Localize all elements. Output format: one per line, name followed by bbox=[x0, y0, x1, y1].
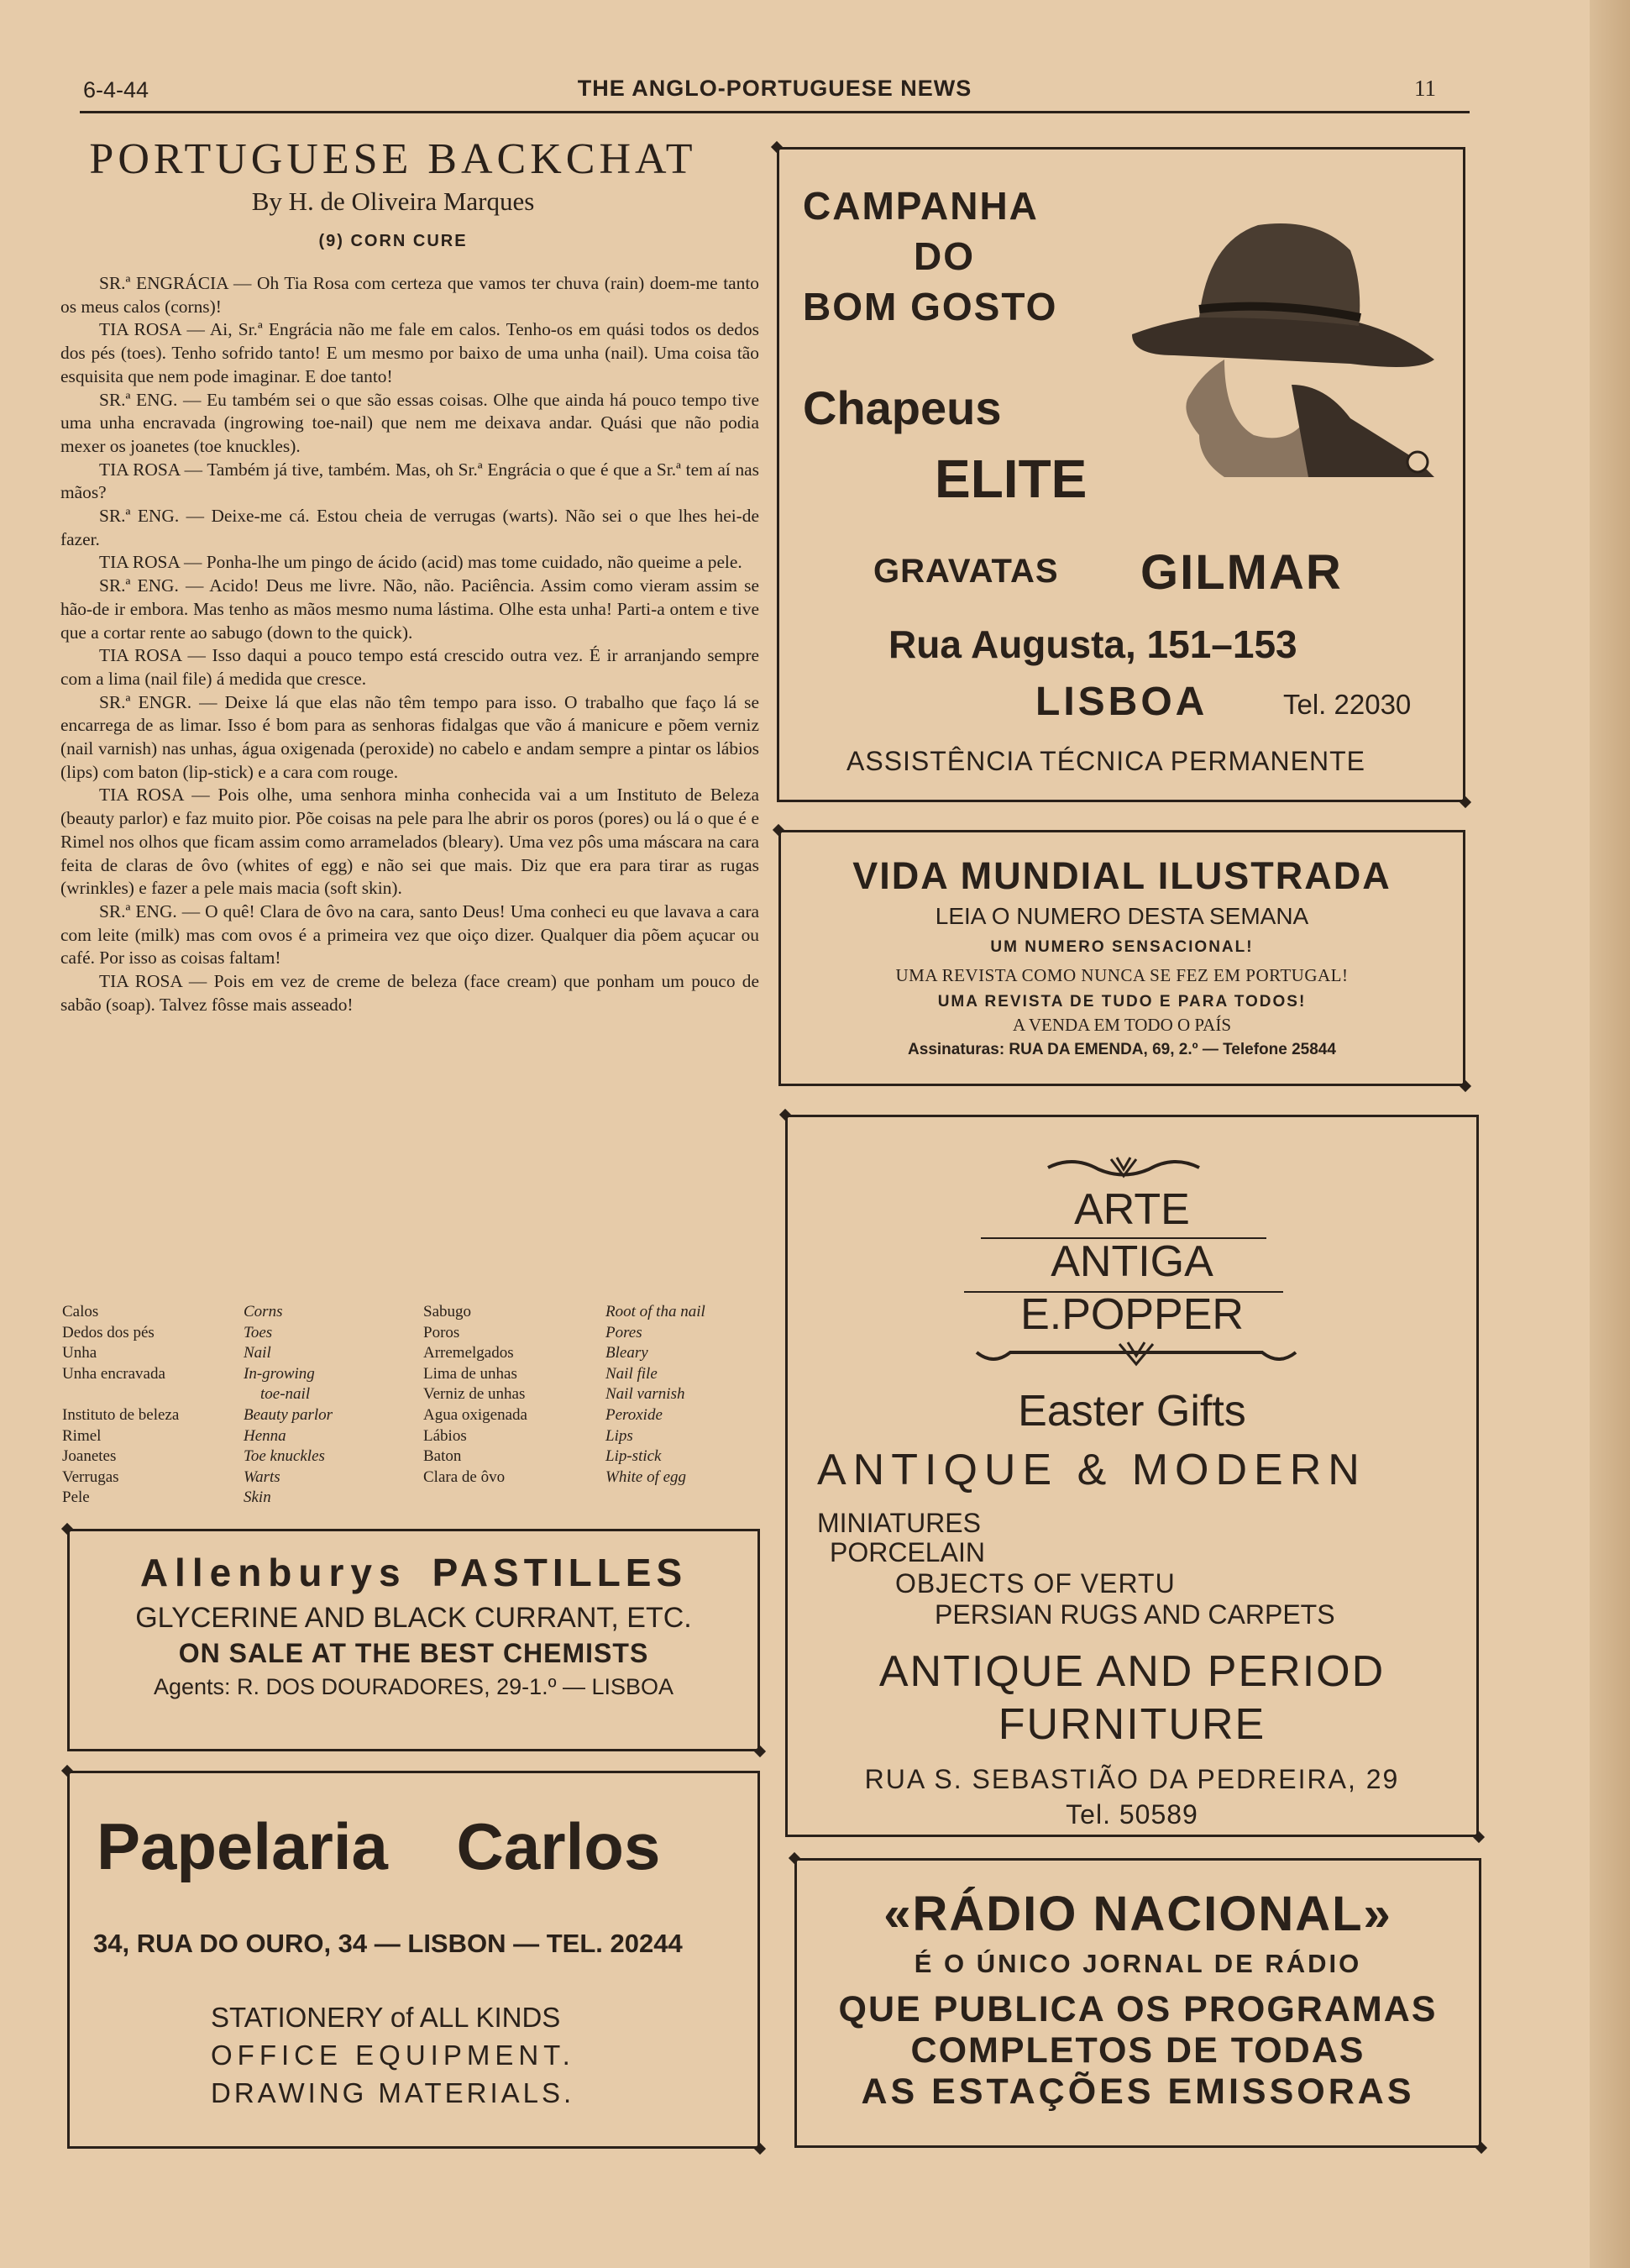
glossary-translation: Henna bbox=[244, 1426, 286, 1445]
papelaria-address: 34, RUA DO OURO, 34 — LISBON — TEL. 20244 bbox=[93, 1929, 683, 1958]
paragraph: TIA ROSA — Também já tive, também. Mas, oh Sr.ª Engrácia o que é que a Sr.ª tem aí nas mãos? bbox=[60, 459, 759, 503]
vida-line: LEIA O NUMERO DESTA SEMANA bbox=[935, 903, 1309, 929]
glossary-translation: Bleary bbox=[605, 1344, 648, 1362]
ad-chapeus-elite bbox=[777, 147, 1465, 802]
glossary-term: Lábios bbox=[423, 1426, 467, 1445]
glossary-term: Unha bbox=[62, 1344, 97, 1362]
header-rule bbox=[80, 111, 1470, 113]
vida-line: UMA REVISTA COMO NUNCA SE FEZ EM PORTUGAL! bbox=[895, 965, 1349, 985]
period-line1: ANTIQUE AND PERIOD bbox=[878, 1647, 1386, 1696]
ad-allenburys bbox=[67, 1529, 760, 1751]
allenburys-line: Agents: R. DOS DOURADORES, 29-1.º — LISBOA bbox=[153, 1674, 674, 1699]
arte-item: PERSIAN RUGS AND CARPETS bbox=[935, 1599, 1335, 1630]
glossary-term: Dedos dos pés bbox=[62, 1323, 155, 1341]
period-line2: FURNITURE bbox=[998, 1700, 1266, 1749]
ad-bom-gosto: BOM GOSTO bbox=[803, 285, 1058, 328]
vida-line: UMA REVISTA DE TUDO E PARA TODOS! bbox=[937, 993, 1307, 1011]
paragraph: TIA ROSA — Ponha-lhe um pingo de ácido (acid) mas tome cuidado, não queime a pele. bbox=[99, 552, 742, 573]
page-number: 11 bbox=[1414, 76, 1436, 101]
glossary-term: Calos bbox=[62, 1303, 99, 1320]
hat-man-illustration bbox=[1098, 192, 1443, 477]
paragraph: SR.ª ENG. — O quê! Clara de ôvo na cara, santo Deus! Uma conheci eu que lavava a cara com leite (milk) mas com ovos é a primeira vez que oiço dizer. Qualquer dia põem açucar ou café. Por isso as coisas faltam! bbox=[60, 900, 759, 969]
ad-campanha: CAMPANHA bbox=[803, 184, 1039, 228]
glossary-term: Unha encravada bbox=[62, 1364, 165, 1383]
article-subhead: (9) CORN CURE bbox=[318, 232, 468, 250]
glossary-term: Sabugo bbox=[423, 1303, 471, 1320]
glossary-translation: White of egg bbox=[605, 1467, 687, 1486]
ad-vida-mundial bbox=[778, 830, 1465, 1086]
antique-modern: ANTIQUE & MODERN bbox=[817, 1446, 1366, 1494]
glossary-translation: Lips bbox=[605, 1426, 633, 1445]
article-title: PORTUGUESE BACKCHAT bbox=[89, 135, 697, 183]
radio-line: AS ESTAÇÕES EMISSORAS bbox=[861, 2071, 1415, 2112]
papelaria-line: OFFICE EQUIPMENT. bbox=[211, 2040, 575, 2071]
article bbox=[60, 134, 759, 1017]
paragraph: TIA ROSA — Ai, Sr.ª Engrácia não me fale em calos. Tenho-os em quási todos os dedos dos pés (toes). Tenho sofrido tanto! E um mesmo por baixo de uma unha (nail). Uma coisa tão esquisita que nem pode imaginar. E doe tanto! bbox=[60, 319, 759, 386]
ad-do: DO bbox=[914, 234, 975, 278]
radio-title: «RÁDIO NACIONAL» bbox=[883, 1887, 1392, 1941]
page-header bbox=[80, 72, 1470, 106]
paragraph: TIA ROSA — Pois olhe, uma senhora minha conhecida vai a um Instituto de Beleza (beauty parlor) e faz muito pior. Põe coisas na pele para lhe abrir os poros (pores) ou lá o que é e Rimel nos olhos que ficam assim como arramelados (bleary). Uma vez pôs uma máscara na cara feita de claras de ôvo (whites of egg) e não sei que mais. Diz que era para tirar as rugas (wrinkles) e fazer a pele mais macia (soft skin). bbox=[60, 785, 759, 899]
paragraph: SR.ª ENG. — Deixe-me cá. Estou cheia de verrugas (warts). Não sei o que lhes hei-de fazer. bbox=[60, 506, 759, 549]
arte-item: OBJECTS OF VERTU bbox=[895, 1568, 1176, 1599]
allenburys-line: ON SALE AT THE BEST CHEMISTS bbox=[178, 1638, 649, 1668]
ad-tel: Tel. 22030 bbox=[1283, 689, 1412, 720]
radio-line: COMPLETOS DE TODAS bbox=[910, 2030, 1365, 2071]
glossary bbox=[62, 1302, 759, 1512]
glossary-translation: In-growing bbox=[244, 1364, 315, 1383]
glossary-term: Poros bbox=[423, 1323, 460, 1341]
arte-title: ARTE bbox=[1074, 1185, 1190, 1234]
glossary-col-pt1 bbox=[62, 1302, 238, 1509]
glossary-translation: Warts bbox=[244, 1467, 280, 1486]
masthead: THE ANGLO-PORTUGUESE NEWS bbox=[577, 76, 972, 101]
arte-address: RUA S. SEBASTIÃO DA PEDREIRA, 29 bbox=[864, 1764, 1400, 1794]
paragraph: SR.ª ENG. — Eu também sei o que são essas coisas. Olhe que ainda há pouco tempo tive uma unha encravada (ingrowing toe-nail) que nem me deixava andar. Quási que não podia mexer os joanetes (toe knuckles). bbox=[60, 389, 759, 456]
glossary-translation: toe-nail bbox=[260, 1385, 311, 1404]
glossary-term bbox=[62, 1384, 238, 1405]
ornament-top bbox=[1040, 1151, 1208, 1184]
paragraph: SR.ª ENGRÁCIA — Oh Tia Rosa com certeza que vamos ter chuva (rain) doem-me tanto os meus calos (corns)! bbox=[60, 273, 759, 317]
glossary-translation: Pores bbox=[605, 1323, 642, 1341]
glossary-term: Agua oxigenada bbox=[423, 1405, 527, 1424]
arte-item: PORCELAIN bbox=[830, 1537, 985, 1567]
allenburys-line: GLYCERINE AND BLACK CURRANT, ETC. bbox=[135, 1602, 692, 1634]
glossary-col-pt2 bbox=[423, 1302, 600, 1488]
glossary-col-en2 bbox=[605, 1302, 765, 1488]
vida-title: VIDA MUNDIAL ILUSTRADA bbox=[852, 854, 1392, 897]
paragraph: TIA ROSA — Isso daqui a pouco tempo está crescido outra vez. É ir arranjando sempre com a lima (nail file) á medida que cresce. bbox=[60, 645, 759, 689]
easter-gifts: Easter Gifts bbox=[1018, 1387, 1246, 1436]
glossary-term: Clara de ôvo bbox=[423, 1467, 506, 1486]
paper-edge bbox=[1590, 0, 1630, 2268]
radio-line: É O ÚNICO JORNAL DE RÁDIO bbox=[914, 1949, 1362, 1978]
arte-item: MINIATURES bbox=[817, 1508, 981, 1538]
article-byline: By H. de Oliveira Marques bbox=[251, 186, 535, 216]
arte-tel: Tel. 50589 bbox=[1066, 1799, 1198, 1830]
glossary-term: Lima de unhas bbox=[423, 1364, 517, 1383]
glossary-translation: Peroxide bbox=[605, 1405, 663, 1424]
glossary-translation: Toe knuckles bbox=[244, 1447, 325, 1466]
allenburys-product: PASTILLES bbox=[432, 1551, 688, 1594]
glossary-term: Baton bbox=[423, 1447, 462, 1466]
glossary-term: Pele bbox=[62, 1488, 90, 1507]
radio-line: QUE PUBLICA OS PROGRAMAS bbox=[838, 1989, 1438, 2029]
ad-assistencia: ASSISTÊNCIA TÉCNICA PERMANENTE bbox=[846, 746, 1365, 776]
glossary-translation: Lip-stick bbox=[605, 1447, 662, 1466]
glossary-term: Rimel bbox=[62, 1426, 102, 1445]
popper-title: E.POPPER bbox=[1020, 1290, 1244, 1339]
ad-gilmar: GILMAR bbox=[1140, 545, 1343, 600]
glossary-term: Arremelgados bbox=[423, 1344, 514, 1362]
ad-papelaria-carlos bbox=[67, 1771, 760, 2149]
ornament-bottom bbox=[968, 1337, 1304, 1371]
glossary-translation: Skin bbox=[244, 1488, 271, 1507]
ad-city: LISBOA bbox=[1035, 680, 1208, 724]
allenburys-headline bbox=[70, 1550, 757, 1595]
article-body bbox=[60, 272, 759, 1017]
glossary-term: Verrugas bbox=[62, 1467, 119, 1486]
paragraph: SR.ª ENGR. — Deixe lá que elas não têm tempo para isso. O trabalho que faço lá se encarrega de as limar. Isso é bom para as senhoras fidalgas que vão á manicure e põem verniz (nail varnish) nas unhas, água oxigenada (peroxide) no cabelo e andam sempre a pintar os lábios (lips) com baton (lip-stick) e a cara com rouge. bbox=[60, 691, 759, 782]
ad-address: Rua Augusta, 151–153 bbox=[888, 622, 1297, 666]
ad-chapeus: Chapeus bbox=[803, 381, 1002, 434]
glossary-term: Instituto de beleza bbox=[62, 1405, 180, 1424]
glossary-translation: Nail file bbox=[605, 1364, 658, 1383]
issue-date: 6-4-44 bbox=[83, 77, 149, 102]
ad-elite: ELITE bbox=[935, 449, 1088, 509]
vida-line: Assinaturas: RUA DA EMENDA, 69, 2.º — Telefone 25844 bbox=[908, 1041, 1336, 1058]
glossary-term: Joanetes bbox=[62, 1447, 117, 1466]
glossary-translation: Root of tha nail bbox=[605, 1303, 705, 1320]
glossary-translation: Nail varnish bbox=[605, 1385, 685, 1404]
antiga-title: ANTIGA bbox=[1051, 1237, 1213, 1286]
paragraph: TIA ROSA — Pois em vez de creme de beleza (face cream) que ponham um pouco de sabão (soap). Talvez fôsse mais asseado! bbox=[60, 971, 759, 1015]
glossary-term: Verniz de unhas bbox=[423, 1385, 526, 1404]
ad-gravatas: GRAVATAS bbox=[873, 553, 1059, 590]
paragraph: SR.ª ENG. — Acido! Deus me livre. Não, não. Paciência. Assim como vieram assim se hão-de ir embora. Mas tenho as mãos mesmo numa lástima. Olhe esta unha! Parti-a ontem e tive que a cortar rente ao sabugo (down to the quick). bbox=[60, 575, 759, 643]
papelaria-title: Papelaria Carlos bbox=[97, 1809, 661, 1883]
papelaria-line: DRAWING MATERIALS. bbox=[211, 2077, 575, 2108]
vida-line: A VENDA EM TODO O PAÍS bbox=[1012, 1015, 1232, 1035]
ad-radio-nacional bbox=[794, 1858, 1481, 2148]
glossary-translation: Nail bbox=[244, 1344, 271, 1362]
glossary-col-en1 bbox=[244, 1302, 411, 1509]
glossary-translation: Beauty parlor bbox=[244, 1405, 333, 1424]
papelaria-line: STATIONERY of ALL KINDS bbox=[211, 2002, 561, 2033]
glossary-translation: Toes bbox=[244, 1323, 273, 1341]
ad-arte-antiga bbox=[785, 1115, 1479, 1837]
allenburys-brand: Allenburys bbox=[139, 1551, 407, 1594]
vida-line: UM NUMERO SENSACIONAL! bbox=[990, 938, 1254, 956]
glossary-translation: Corns bbox=[244, 1303, 283, 1320]
